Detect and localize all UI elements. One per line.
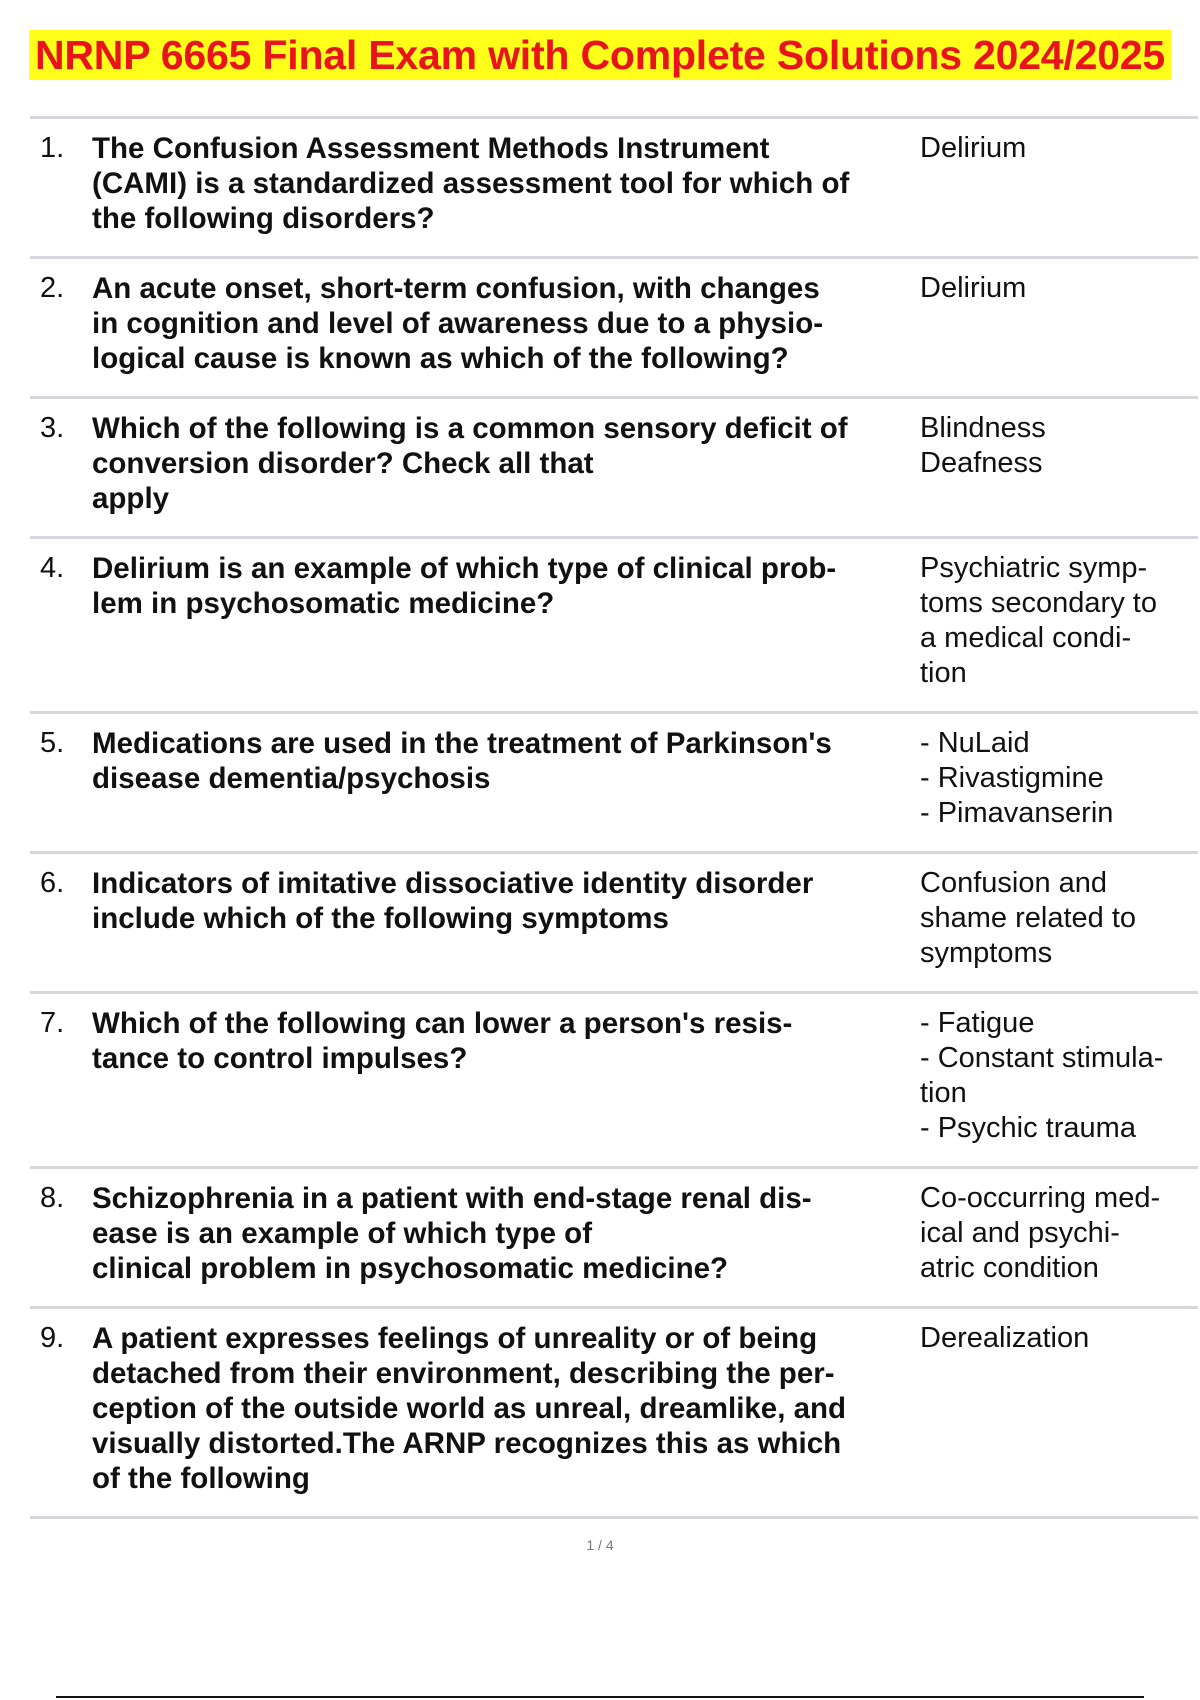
question-number: 4.: [40, 552, 65, 584]
question-line: conversion disorder? Check all that: [92, 447, 594, 480]
page-indicator: 1 / 4: [586, 1537, 614, 1553]
question-answer-list: [30, 116, 1198, 1519]
question-line: ception of the outside world as unreal, dreamlike, and: [92, 1392, 847, 1425]
question-line: tance to control impulses?: [92, 1042, 468, 1075]
title-container: [0, 30, 1200, 80]
answer-line: - Pimavanserin: [920, 797, 1114, 829]
question-number: 1.: [40, 132, 65, 164]
answer-line: Blindness: [920, 412, 1046, 444]
qa-row: [30, 539, 1198, 714]
question-line: the following disorders?: [92, 202, 435, 235]
answer-line: Deafness: [920, 447, 1043, 479]
answer-line: - Psychic trauma: [920, 1112, 1136, 1144]
question-line: ease is an example of which type of: [92, 1217, 593, 1250]
answer-line: - NuLaid: [920, 727, 1030, 759]
answer-line: a medical condi-: [920, 622, 1132, 654]
answer-line: toms secondary to: [920, 587, 1157, 619]
answer-line: symptoms: [920, 937, 1053, 969]
answer-text: [920, 1006, 1198, 1146]
answer-line: - Fatigue: [920, 1007, 1035, 1039]
qa-row: [30, 994, 1198, 1169]
answer-line: tion: [920, 1077, 967, 1109]
question-text: [92, 866, 920, 971]
qa-row: [30, 119, 1198, 259]
question-line: lem in psychosomatic medicine?: [92, 587, 555, 620]
question-number: 2.: [40, 272, 65, 304]
question-line: (CAMI) is a standardized assessment tool for which of: [92, 167, 850, 200]
question-text: [92, 551, 920, 691]
question-text: [92, 411, 920, 516]
question-number: 6.: [40, 867, 65, 899]
answer-text: [920, 271, 1198, 376]
qa-row: [30, 1169, 1198, 1309]
question-text: [92, 1321, 920, 1496]
answer-line: Delirium: [920, 272, 1027, 304]
question-line: Delirium is an example of which type of clinical prob-: [92, 552, 837, 585]
question-text: [92, 271, 920, 376]
answer-text: [920, 866, 1198, 971]
question-line: Schizophrenia in a patient with end-stage renal dis-: [92, 1182, 812, 1215]
qa-row: [30, 259, 1198, 399]
qa-row: [30, 714, 1198, 854]
question-text: [92, 1006, 920, 1146]
question-line: clinical problem in psychosomatic medicine?: [92, 1252, 729, 1285]
answer-line: - Constant stimula-: [920, 1042, 1164, 1074]
answer-line: ical and psychi-: [920, 1217, 1120, 1249]
question-number: 7.: [40, 1007, 65, 1039]
question-number: 3.: [40, 412, 65, 444]
question-line: An acute onset, short-term confusion, with changes: [92, 272, 820, 305]
answer-line: atric condition: [920, 1252, 1099, 1284]
bottom-divider: [56, 1696, 1144, 1698]
question-line: in cognition and level of awareness due to a physio-: [92, 307, 824, 340]
question-text: [92, 726, 920, 831]
qa-row: [30, 854, 1198, 994]
question-line: A patient expresses feelings of unreality or of being: [92, 1322, 818, 1355]
answer-text: [920, 1321, 1198, 1496]
question-line: include which of the following symptoms: [92, 902, 669, 935]
question-line: disease dementia/psychosis: [92, 762, 491, 795]
question-line: Indicators of imitative dissociative identity disorder: [92, 867, 814, 900]
question-line: logical cause is known as which of the following?: [92, 342, 789, 375]
answer-line: Confusion and: [920, 867, 1108, 899]
question-number: 9.: [40, 1322, 65, 1354]
question-line: of the following: [92, 1462, 310, 1495]
question-line: apply: [92, 482, 170, 515]
answer-line: Co-occurring med-: [920, 1182, 1161, 1214]
question-line: Which of the following can lower a person's resis-: [92, 1007, 793, 1040]
question-line: visually distorted.The ARNP recognizes this as which: [92, 1427, 842, 1460]
question-line: Which of the following is a common sensory deficit of: [92, 412, 848, 445]
answer-line: Delirium: [920, 132, 1027, 164]
answer-text: [920, 551, 1198, 691]
qa-row: [30, 399, 1198, 539]
question-number: 8.: [40, 1182, 65, 1214]
answer-line: tion: [920, 657, 967, 689]
question-number: 5.: [40, 727, 65, 759]
answer-text: [920, 1181, 1198, 1286]
qa-row: [30, 1309, 1198, 1519]
question-line: detached from their environment, describing the per-: [92, 1357, 835, 1390]
question-text: [92, 131, 920, 236]
question-line: The Confusion Assessment Methods Instrument: [92, 132, 770, 165]
answer-text: [920, 131, 1198, 236]
question-line: Medications are used in the treatment of Parkinson's: [92, 727, 832, 760]
question-text: [92, 1181, 920, 1286]
answer-text: [920, 411, 1198, 516]
answer-line: shame related to: [920, 902, 1137, 934]
answer-line: Psychiatric symp-: [920, 552, 1148, 584]
document-title: NRNP 6665 Final Exam with Complete Solutions 2024/2025: [29, 30, 1171, 80]
answer-line: Derealization: [920, 1322, 1090, 1354]
answer-text: [920, 726, 1198, 831]
answer-line: - Rivastigmine: [920, 762, 1104, 794]
